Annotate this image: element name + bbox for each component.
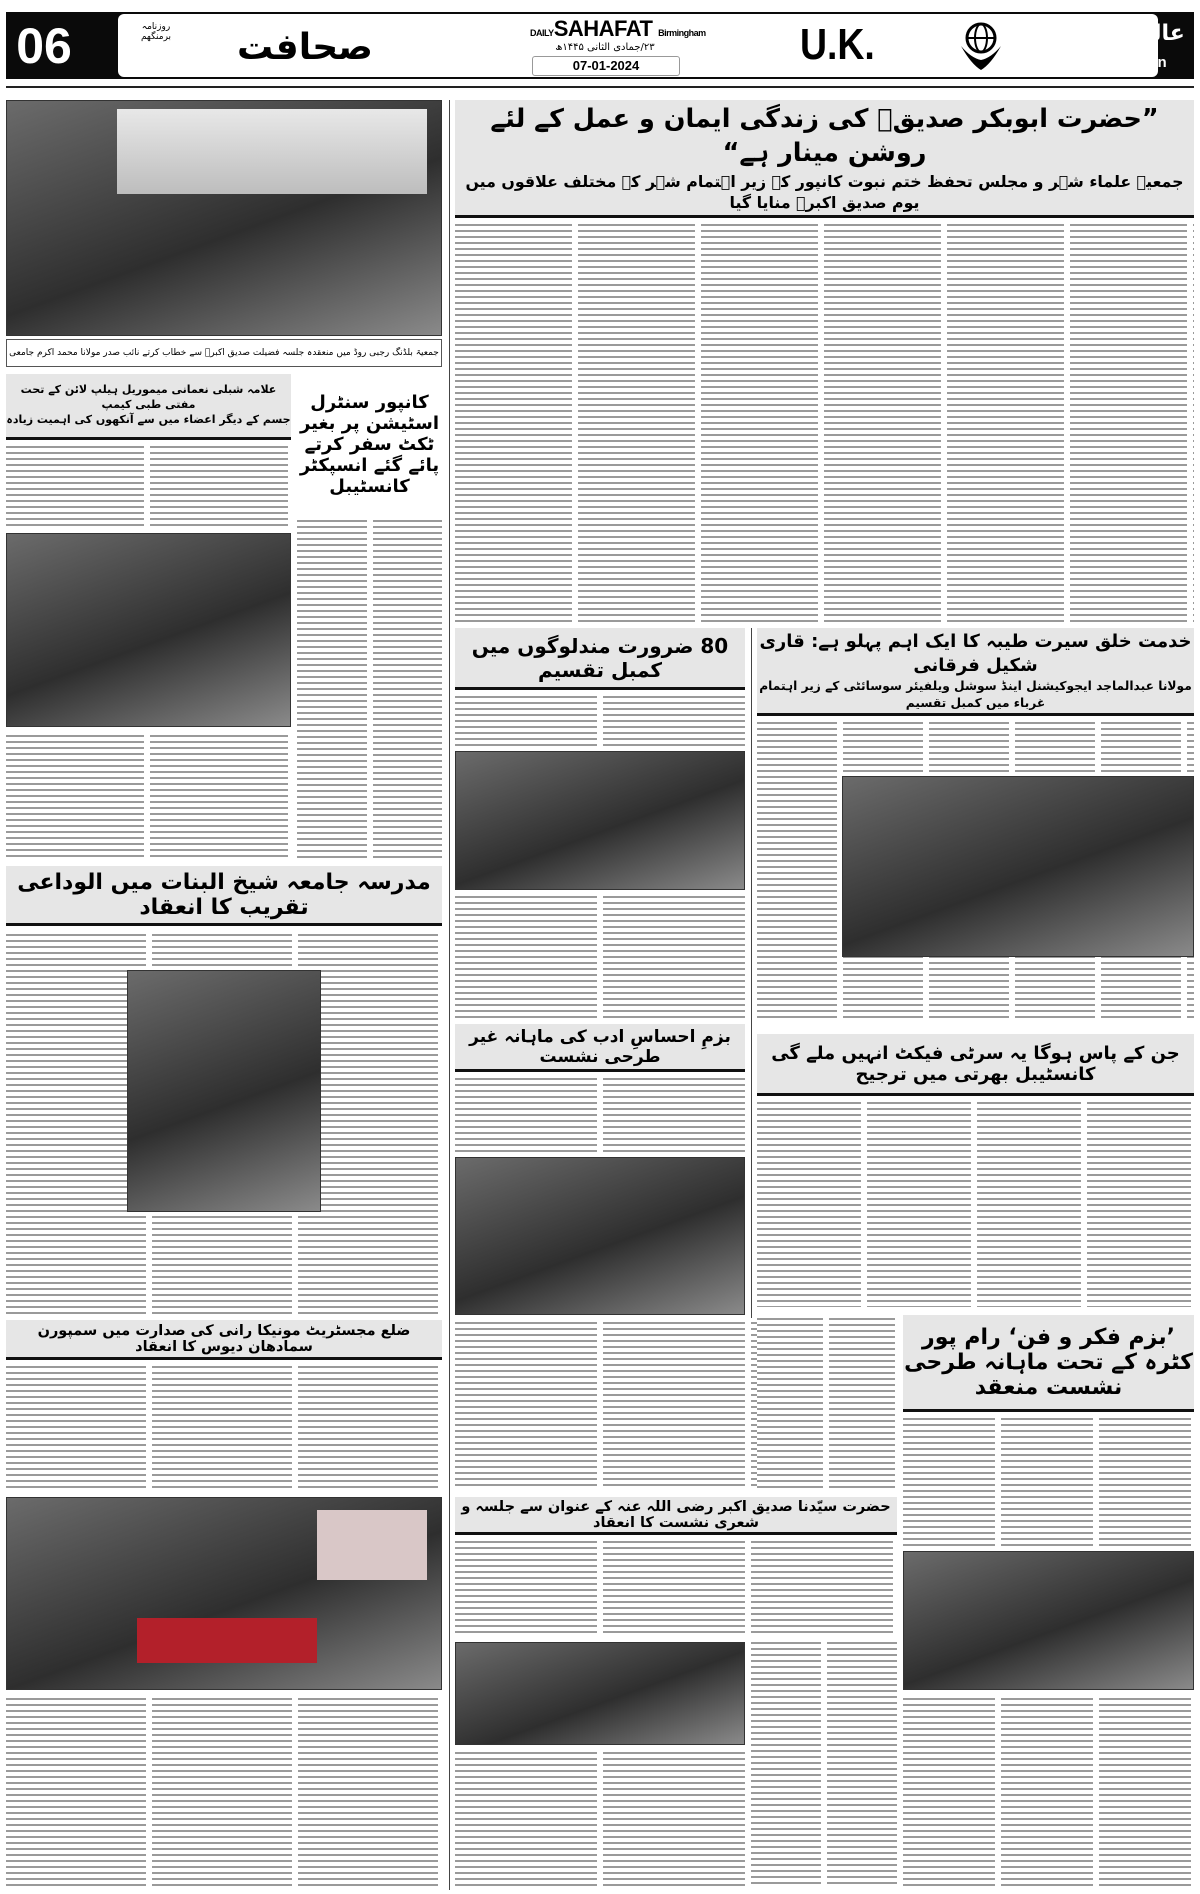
kanpur-station-headline-box xyxy=(297,374,442,514)
paper-subtitle: روزنامہ برمنگھم xyxy=(140,22,172,42)
page-number: 06 xyxy=(16,17,72,74)
main-photo-caption-box xyxy=(6,339,442,367)
divider xyxy=(6,86,1194,88)
certificate-headline-box xyxy=(757,1034,1194,1096)
bazm-fikr-headline-box xyxy=(903,1315,1194,1412)
banner xyxy=(317,1510,427,1580)
issue-date: 07-01-2024 xyxy=(532,56,680,76)
globe-logo-icon xyxy=(955,20,1007,72)
paper-name-logo: صحافت xyxy=(237,27,373,68)
bazm-fikr-body-continued xyxy=(903,1698,1194,1888)
main-photo xyxy=(6,100,442,336)
eye-camp-photo xyxy=(6,533,291,727)
samadhan-diwas-headline-box xyxy=(6,1320,442,1360)
certificate-body-continued xyxy=(757,1318,897,1488)
syedna-siddiq-body-continued xyxy=(455,1752,745,1888)
main-headline: ”حضرت ابوبکر صدیقؓ کی زندگی ایمان و عمل کے لئے روشن مینار ہے“ xyxy=(490,103,1159,169)
khidmat-khalq-headline: خدمت خلق سیرت طیبہ کا ایک اہم پہلو ہے: قاری شکیل فرقانی xyxy=(759,630,1192,676)
shibli-camp-headline-block xyxy=(6,374,291,440)
samadhan-diwas-photo xyxy=(6,1497,442,1690)
bazm-ehsas-body xyxy=(455,1078,745,1152)
main-article-body xyxy=(455,224,1194,622)
kanpur-station-headline: کانپور سنٹرل اسٹیشن پر بغیر ٹکٹ سفر کرتے پائے گئے انسپکٹر کانسٹیبل xyxy=(299,391,440,497)
brand-city: Birmingham xyxy=(658,28,706,38)
daily-label: DAILY xyxy=(530,28,554,38)
shibli-camp-body-continued xyxy=(6,735,291,860)
syedna-siddiq-headline: حضرت سیّدنا صدیق اکبر رضی اللہ عنہ کے عنوان سے جلسہ و شعری نشست کا انعقاد xyxy=(461,1498,891,1531)
blankets-80-headline-box xyxy=(455,628,745,690)
madrasa-headline: مدرسہ جامعہ شیخ البنات میں الوداعی تقریب کا انعقاد xyxy=(17,869,431,920)
samadhan-diwas-body-continued xyxy=(6,1698,442,1888)
bazm-ehsas-photo xyxy=(455,1157,745,1315)
syedna-siddiq-headline-box xyxy=(455,1497,897,1535)
madrasa-headline-box xyxy=(6,866,442,926)
bazm-fikr-photo xyxy=(903,1551,1194,1690)
blankets-80-headline: 80 ضرورت مندلوگوں میں کمبل تقسیم xyxy=(471,633,729,682)
khidmat-khalq-subheadline: مولانا عبدالماجد ایجوکیشنل اینڈ سوشل ویلفیئر سوسائٹی کے زیر اہتمام غرباء میں کمبل تقسیم xyxy=(759,679,1192,710)
khidmat-khalq-photo xyxy=(842,776,1194,957)
edition-label: U.K. xyxy=(800,20,875,69)
column-rule xyxy=(751,628,752,1318)
column-rule xyxy=(449,100,450,1890)
main-photo-caption: جمعیۃ بلڈنگ رجبی روڈ میں منعقدہ جلسہ فضیلت صدیق اکبرؓ سے خطاب کرتے نائب صدر مولانا محمد اکرم جامعی xyxy=(9,347,439,358)
blankets-80-body xyxy=(455,696,745,746)
main-subheadline: جمعیۃ علماء شہر و مجلس تحفظ ختم نبوت کانپور کے زیر اہتمام شہر کے مختلف علاقوں میں یوم صدیق اکبرؓ منایا گیا xyxy=(465,171,1184,212)
blankets-80-body-continued xyxy=(455,896,745,1018)
shibli-camp-subheadline: جسم کے دیگر اعضاء میں سے آنکھوں کی اہمیت زیادہ xyxy=(6,412,291,426)
blankets-80-photo xyxy=(455,751,745,890)
website-link[interactable]: www.sahafat.in xyxy=(1058,54,1167,71)
kanpur-station-body xyxy=(297,520,442,860)
brand-title xyxy=(530,16,706,42)
bazm-fikr-headline: ’بزم فکر و فن‘ رام پور کٹرہ کے تحت ماہانہ طرحی نشست منعقد xyxy=(904,1324,1193,1400)
brand-name: SAHAFAT xyxy=(553,16,653,41)
madrasa-photo xyxy=(127,970,321,1212)
banner xyxy=(117,109,427,194)
table xyxy=(137,1618,317,1663)
samadhan-diwas-body xyxy=(6,1366,442,1491)
certificate-headline: جن کے پاس ہوگا یہ سرٹی فیکٹ انہیں ملے گی کانسٹیبل بھرتی میں ترجیح xyxy=(771,1042,1180,1085)
syedna-siddiq-photo xyxy=(455,1642,745,1745)
bazm-fikr-body xyxy=(903,1418,1194,1546)
main-headline-block xyxy=(455,100,1194,218)
certificate-body xyxy=(757,1102,1194,1307)
syedna-siddiq-body xyxy=(455,1541,897,1637)
aalam-sahafat-logo: عالمِ صحافت xyxy=(1045,21,1185,46)
syedna-siddiq-side-body xyxy=(751,1642,897,1888)
hijri-date: ۲۳/جمادی الثانی ۱۴۴۵ھ xyxy=(555,42,655,53)
samadhan-diwas-headline: ضلع مجسٹریٹ مونیکا رانی کی صدارت میں سمپورن سمادھان دیوس کا انعقاد xyxy=(37,1322,411,1355)
shibli-camp-headline: علامہ شبلی نعمانی میموریل ہیلپ لائن کے تحت مفتی طبی کیمپ xyxy=(20,383,277,412)
khidmat-khalq-headline-block xyxy=(757,628,1194,716)
bazm-ehsas-headline: بزمِ احساسِ ادب کی ماہانہ غیر طرحی نشست xyxy=(469,1027,731,1067)
shibli-camp-body xyxy=(6,446,291,528)
bazm-ehsas-headline-box xyxy=(455,1024,745,1072)
